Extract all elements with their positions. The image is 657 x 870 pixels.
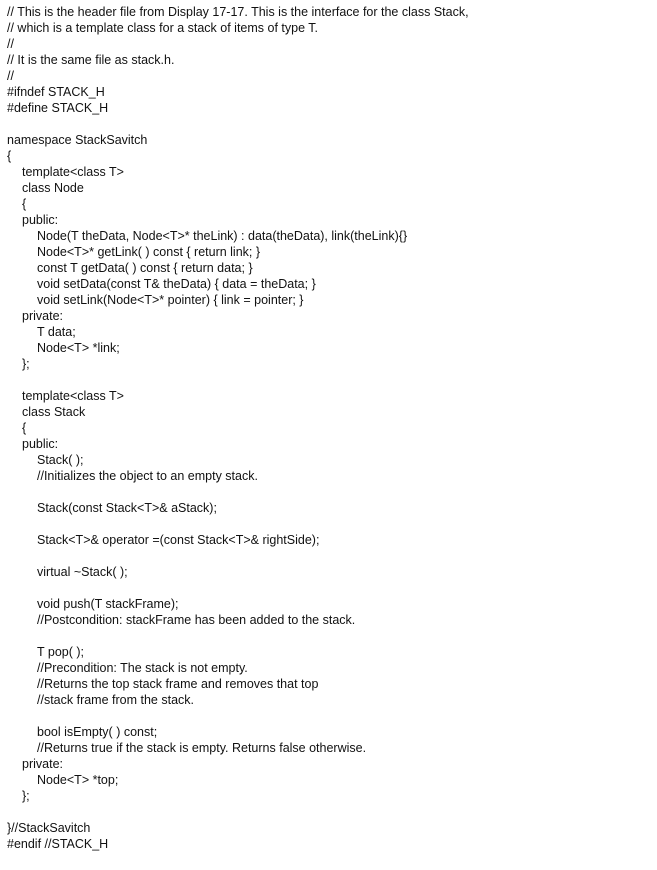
code-line: Node(T theData, Node<T>* theLink) : data(theData), link(theLink){} (37, 229, 408, 243)
blank-line (7, 708, 652, 724)
code-line: #ifndef STACK_H (7, 85, 105, 99)
code-line: class Node (22, 181, 84, 195)
blank-line (7, 548, 652, 564)
code-line: #define STACK_H (7, 101, 109, 115)
blank-line (7, 628, 652, 644)
code-line: //Postcondition: stackFrame has been added to the stack. (37, 613, 356, 627)
code-line: bool isEmpty( ) const; (37, 725, 158, 739)
code-line: //stack frame from the stack. (37, 693, 194, 707)
code-line: // This is the header file from Display 17-17. This is the interface for the class Stack, (7, 5, 469, 19)
code-line: { (7, 149, 12, 163)
code-line: { (22, 421, 27, 435)
code-line: //Returns true if the stack is empty. Returns false otherwise. (37, 741, 367, 755)
code-line: public: (22, 213, 59, 227)
code-line: Node<T> *link; (37, 341, 120, 355)
code-line: // It is the same file as stack.h. (7, 53, 175, 67)
code-line: private: (22, 309, 63, 323)
code-line: //Returns the top stack frame and removes that top (37, 677, 319, 691)
code-line: }//StackSavitch (7, 821, 91, 835)
code-line: void push(T stackFrame); (37, 597, 179, 611)
blank-line (7, 116, 652, 132)
blank-line (7, 484, 652, 500)
blank-line (7, 516, 652, 532)
code-line: // (7, 37, 14, 51)
code-line: Stack<T>& operator =(const Stack<T>& rightSide); (37, 533, 320, 547)
code-line: // (7, 69, 14, 83)
code-line: //Initializes the object to an empty stack. (37, 469, 258, 483)
code-line: }; (22, 789, 30, 803)
blank-line (7, 804, 652, 820)
blank-line (7, 372, 652, 388)
code-line: Node<T>* getLink( ) const { return link; } (37, 245, 261, 259)
code-line: T pop( ); (37, 645, 85, 659)
code-line: Stack(const Stack<T>& aStack); (37, 501, 217, 515)
code-line: template<class T> (22, 165, 124, 179)
code-line: virtual ~Stack( ); (37, 565, 128, 579)
code-line: Stack( ); (37, 453, 84, 467)
code-line: // which is a template class for a stack of items of type T. (7, 21, 319, 35)
code-listing (7, 4, 652, 852)
code-line: template<class T> (22, 389, 124, 403)
code-line: private: (22, 757, 63, 771)
code-line: class Stack (22, 405, 86, 419)
code-line: T data; (37, 325, 76, 339)
code-line: void setLink(Node<T>* pointer) { link = pointer; } (37, 293, 304, 307)
code-line: //Precondition: The stack is not empty. (37, 661, 248, 675)
code-line: namespace StackSavitch (7, 133, 148, 147)
code-line: }; (22, 357, 30, 371)
blank-line (7, 580, 652, 596)
code-line: const T getData( ) const { return data; } (37, 261, 253, 275)
code-line: Node<T> *top; (37, 773, 119, 787)
code-line: public: (22, 437, 59, 451)
code-line: void setData(const T& theData) { data = theData; } (37, 277, 316, 291)
code-line: #endif //STACK_H (7, 837, 109, 851)
code-line: { (22, 197, 27, 211)
